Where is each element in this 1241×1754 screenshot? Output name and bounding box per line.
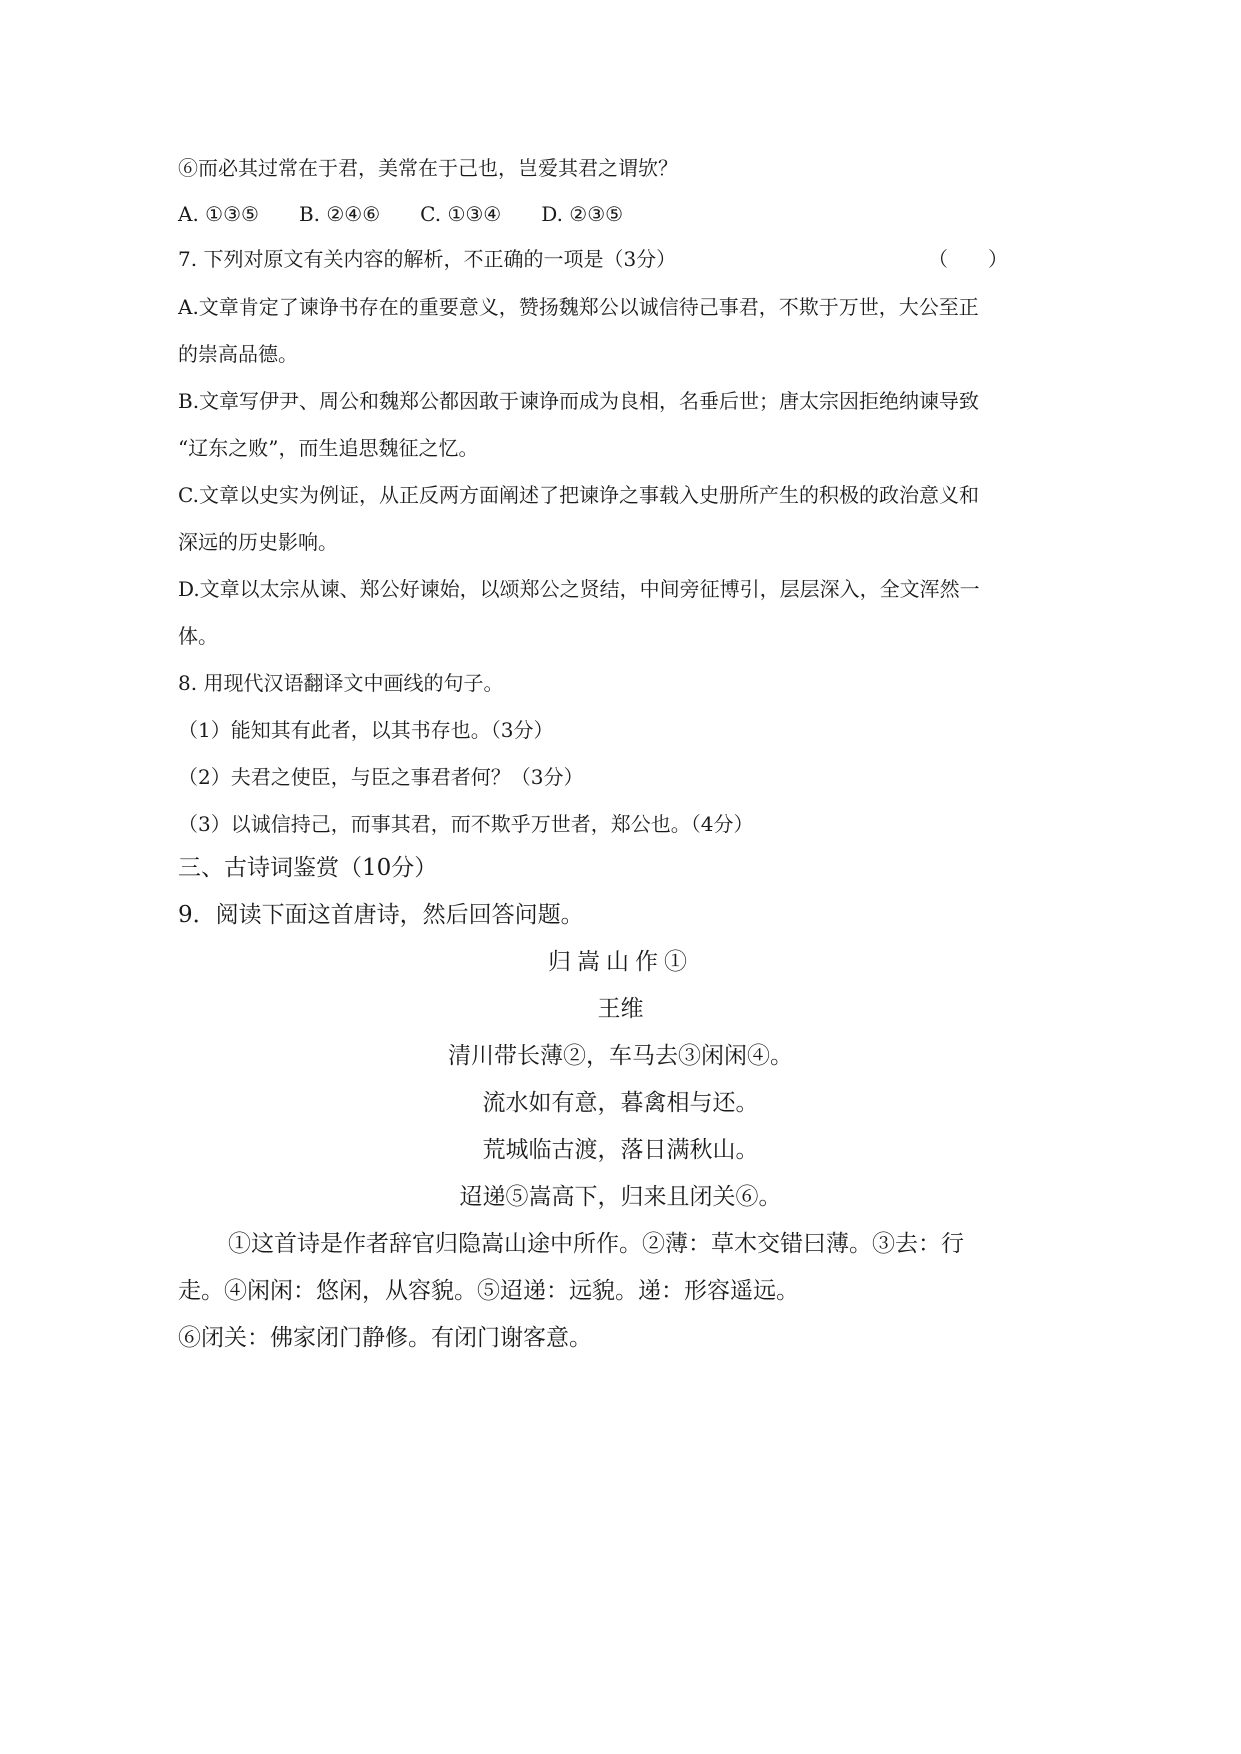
q8-item-1: （1）能知其有此者，以其书存也。（3分） (178, 718, 554, 742)
q8-stem: 8. 用现代汉语翻译文中画线的句子。 (178, 671, 504, 695)
q7-option-d-line1: D.文章以太宗从谏、郑公好谏始，以颂郑公之贤结，中间旁征博引，层层深入，全文浑然一 (178, 577, 980, 601)
poem-line-2: 流水如有意，暮禽相与还。 (482, 1090, 759, 1116)
q6-option-6: ⑥而必其过常在于君，美常在于己也，岂爱其君之谓欤？ (178, 156, 678, 180)
poem-title: 归嵩山作① (548, 949, 693, 975)
poem-author: 王维 (597, 996, 644, 1022)
poem-notes-line-3: ⑥闭关：佛家闭门静修。有闭门谢客意。 (178, 1325, 592, 1351)
q8-item-2: （2）夫君之使臣，与臣之事君者何？（3分） (178, 765, 584, 789)
q7-answer-blank: （ ） (928, 247, 1008, 271)
q7-option-b-line1: B.文章写伊尹、周公和魏郑公都因敢于谏诤而成为良相，名垂后世；唐太宗因拒绝纳谏导致 (178, 389, 980, 413)
q7-option-c-line2: 深远的历史影响。 (178, 530, 338, 554)
section-3-heading: 三、古诗词鉴赏（10分） (178, 855, 438, 881)
poem-line-3: 荒城临古渡，落日满秋山。 (482, 1137, 759, 1163)
q7-option-d-line2: 体。 (178, 624, 218, 648)
q7-option-a-line2: 的崇高品德。 (178, 342, 298, 366)
q8-item-3: （3）以诚信持己，而事其君，而不欺乎万世者，郑公也。（4分） (178, 812, 754, 836)
q7-option-a-line1: A.文章肯定了谏诤书存在的重要意义，赞扬魏郑公以诚信待己事君，不欺于万世，大公至正 (178, 295, 979, 319)
poem-line-1: 清川带长薄②，车马去③闲闲④。 (448, 1043, 793, 1069)
q7-stem: 7. 下列对原文有关内容的解析，不正确的一项是（3分） (178, 247, 677, 271)
q6-choices: A. ①③⑤ B. ②④⑥ C. ①③④ D. ②③⑤ (178, 202, 624, 226)
q9-stem: 9．阅读下面这首唐诗，然后回答问题。 (178, 902, 584, 928)
poem-line-4: 迢递⑤嵩高下，归来且闭关⑥。 (459, 1184, 782, 1210)
q7-option-c-line1: C.文章以史实为例证，从正反两方面阐述了把谏诤之事载入史册所产生的积极的政治意义和 (178, 483, 979, 507)
q7-option-b-line2: “辽东之败”，而生追思魏征之忆。 (178, 436, 479, 460)
poem-notes-line-2: 走。④闲闲：悠闲，从容貌。⑤迢递：远貌。递：形容遥远。 (178, 1278, 799, 1304)
poem-notes-line-1: ①这首诗是作者辞官归隐嵩山途中所作。②薄：草木交错曰薄。③去：行 (228, 1231, 964, 1257)
